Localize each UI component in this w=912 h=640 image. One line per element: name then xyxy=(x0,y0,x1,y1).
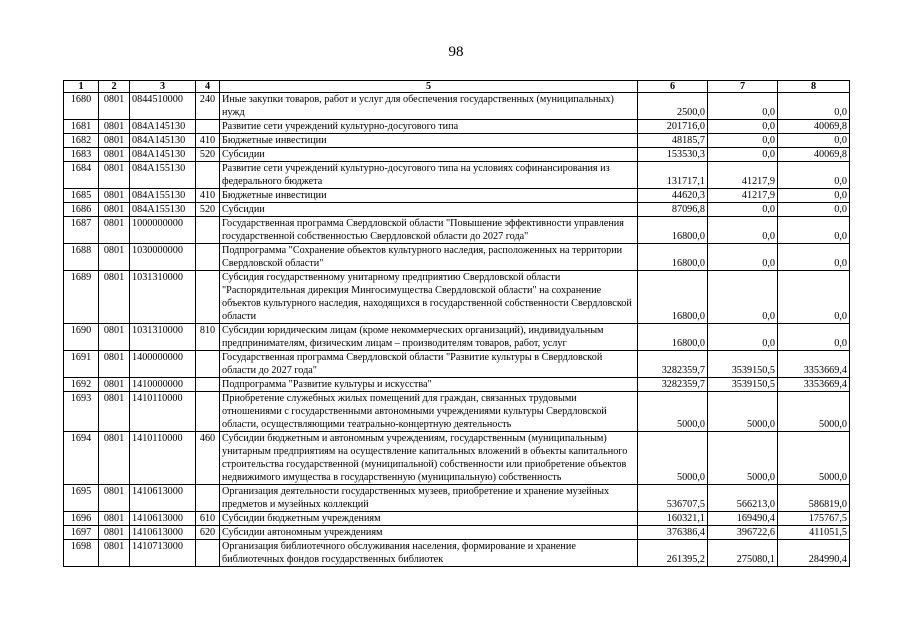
amount-2025-cell: 16800,0 xyxy=(638,217,708,244)
column-header: 3 xyxy=(130,81,196,93)
table-row xyxy=(64,540,850,567)
table-row xyxy=(64,189,850,203)
target-article-cell: 1031310000 xyxy=(130,324,196,351)
table-row xyxy=(64,217,850,244)
amount-2025-cell: 5000,0 xyxy=(638,432,708,485)
target-article-cell: 084А155130 xyxy=(130,203,196,217)
row-number-cell: 1690 xyxy=(64,324,99,351)
amount-2025-cell: 160321,1 xyxy=(638,512,708,526)
row-number-cell: 1689 xyxy=(64,271,99,324)
section-code-cell: 0801 xyxy=(99,271,130,324)
amount-2027-cell: 3353669,4 xyxy=(778,351,850,378)
table-header-row xyxy=(64,81,850,93)
expense-type-cell: 410 xyxy=(196,189,220,203)
amount-2027-cell: 0,0 xyxy=(778,203,850,217)
item-name-cell: Подпрограмма "Сохранение объектов культурного наследия, расположенных на территории Свердловской области" xyxy=(220,244,638,271)
item-name-cell: Бюджетные инвестиции xyxy=(220,189,638,203)
row-number-cell: 1685 xyxy=(64,189,99,203)
column-header: 7 xyxy=(708,81,778,93)
amount-2027-cell: 5000,0 xyxy=(778,392,850,432)
section-code-cell: 0801 xyxy=(99,203,130,217)
section-code-cell: 0801 xyxy=(99,217,130,244)
amount-2026-cell: 275080,1 xyxy=(708,540,778,567)
table-body xyxy=(64,93,850,567)
amount-2026-cell: 566213,0 xyxy=(708,485,778,512)
amount-2026-cell: 0,0 xyxy=(708,324,778,351)
expense-type-cell xyxy=(196,351,220,378)
expense-type-cell: 620 xyxy=(196,526,220,540)
amount-2027-cell: 0,0 xyxy=(778,324,850,351)
column-header: 5 xyxy=(220,81,638,93)
amount-2026-cell: 5000,0 xyxy=(708,392,778,432)
amount-2027-cell: 0,0 xyxy=(778,162,850,189)
section-code-cell: 0801 xyxy=(99,512,130,526)
amount-2027-cell: 0,0 xyxy=(778,217,850,244)
amount-2027-cell: 175767,5 xyxy=(778,512,850,526)
table-row xyxy=(64,392,850,432)
section-code-cell: 0801 xyxy=(99,324,130,351)
item-name-cell: Субсидии юридическим лицам (кроме некоммерческих организаций), индивидуальным предпринимателям, физическим лицам – производителям товаров, работ, услуг xyxy=(220,324,638,351)
amount-2027-cell: 40069,8 xyxy=(778,120,850,134)
expense-type-cell xyxy=(196,271,220,324)
amount-2026-cell: 5000,0 xyxy=(708,432,778,485)
amount-2025-cell: 131717,1 xyxy=(638,162,708,189)
amount-2025-cell: 48185,7 xyxy=(638,134,708,148)
target-article-cell: 1410110000 xyxy=(130,392,196,432)
row-number-cell: 1681 xyxy=(64,120,99,134)
expense-type-cell: 410 xyxy=(196,134,220,148)
target-article-cell: 1410713000 xyxy=(130,540,196,567)
row-number-cell: 1686 xyxy=(64,203,99,217)
amount-2025-cell: 5000,0 xyxy=(638,392,708,432)
amount-2026-cell: 0,0 xyxy=(708,134,778,148)
section-code-cell: 0801 xyxy=(99,540,130,567)
amount-2025-cell: 261395,2 xyxy=(638,540,708,567)
item-name-cell: Организация деятельности государственных музеев, приобретение и хранение музейных предметов и музейных коллекций xyxy=(220,485,638,512)
amount-2026-cell: 41217,9 xyxy=(708,189,778,203)
section-code-cell: 0801 xyxy=(99,244,130,271)
table-row xyxy=(64,93,850,120)
page-number: 98 xyxy=(448,44,464,60)
amount-2026-cell: 396722,6 xyxy=(708,526,778,540)
section-code-cell: 0801 xyxy=(99,378,130,392)
expense-type-cell: 520 xyxy=(196,203,220,217)
row-number-cell: 1683 xyxy=(64,148,99,162)
expense-type-cell xyxy=(196,120,220,134)
amount-2026-cell: 0,0 xyxy=(708,203,778,217)
expense-type-cell xyxy=(196,485,220,512)
row-number-cell: 1698 xyxy=(64,540,99,567)
table-row xyxy=(64,485,850,512)
item-name-cell: Государственная программа Свердловской области "Повышение эффективности управления государственной собственностью Свердловской области до 2027 года" xyxy=(220,217,638,244)
budget-table xyxy=(63,80,850,567)
item-name-cell: Бюджетные инвестиции xyxy=(220,134,638,148)
row-number-cell: 1694 xyxy=(64,432,99,485)
row-number-cell: 1684 xyxy=(64,162,99,189)
amount-2025-cell: 44620,3 xyxy=(638,189,708,203)
target-article-cell: 084А145130 xyxy=(130,134,196,148)
target-article-cell: 1031310000 xyxy=(130,271,196,324)
item-name-cell: Субсидии автономным учреждениям xyxy=(220,526,638,540)
row-number-cell: 1691 xyxy=(64,351,99,378)
table-row xyxy=(64,134,850,148)
amount-2025-cell: 16800,0 xyxy=(638,271,708,324)
amount-2026-cell: 3539150,5 xyxy=(708,378,778,392)
target-article-cell: 1410110000 xyxy=(130,432,196,485)
amount-2027-cell: 0,0 xyxy=(778,244,850,271)
section-code-cell: 0801 xyxy=(99,526,130,540)
target-article-cell: 1400000000 xyxy=(130,351,196,378)
section-code-cell: 0801 xyxy=(99,189,130,203)
amount-2026-cell: 0,0 xyxy=(708,148,778,162)
table-row xyxy=(64,378,850,392)
column-header: 4 xyxy=(196,81,220,93)
expense-type-cell xyxy=(196,540,220,567)
column-header: 8 xyxy=(778,81,850,93)
item-name-cell: Государственная программа Свердловской области "Развитие культуры в Свердловской области до 2027 года" xyxy=(220,351,638,378)
table-row xyxy=(64,244,850,271)
expense-type-cell: 810 xyxy=(196,324,220,351)
table-row xyxy=(64,526,850,540)
column-header: 6 xyxy=(638,81,708,93)
target-article-cell: 1410613000 xyxy=(130,526,196,540)
row-number-cell: 1695 xyxy=(64,485,99,512)
amount-2027-cell: 3353669,4 xyxy=(778,378,850,392)
section-code-cell: 0801 xyxy=(99,392,130,432)
section-code-cell: 0801 xyxy=(99,351,130,378)
item-name-cell: Приобретение служебных жилых помещений для граждан, связанных трудовыми отношениями с государственными автономными учреждениями культуры Свердловской области, осуществляющими театрально-концертную деятельность xyxy=(220,392,638,432)
amount-2025-cell: 536707,5 xyxy=(638,485,708,512)
expense-type-cell xyxy=(196,244,220,271)
section-code-cell: 0801 xyxy=(99,148,130,162)
table-row xyxy=(64,148,850,162)
amount-2027-cell: 284990,4 xyxy=(778,540,850,567)
target-article-cell: 084А155130 xyxy=(130,189,196,203)
section-code-cell: 0801 xyxy=(99,162,130,189)
item-name-cell: Развитие сети учреждений культурно-досугового типа xyxy=(220,120,638,134)
amount-2027-cell: 40069,8 xyxy=(778,148,850,162)
target-article-cell: 1410000000 xyxy=(130,378,196,392)
amount-2026-cell: 41217,9 xyxy=(708,162,778,189)
expense-type-cell xyxy=(196,162,220,189)
section-code-cell: 0801 xyxy=(99,93,130,120)
amount-2025-cell: 201716,0 xyxy=(638,120,708,134)
table-row xyxy=(64,432,850,485)
amount-2025-cell: 153530,3 xyxy=(638,148,708,162)
row-number-cell: 1682 xyxy=(64,134,99,148)
target-article-cell: 0844510000 xyxy=(130,93,196,120)
section-code-cell: 0801 xyxy=(99,485,130,512)
target-article-cell: 084А155130 xyxy=(130,162,196,189)
amount-2026-cell: 0,0 xyxy=(708,271,778,324)
amount-2025-cell: 3282359,7 xyxy=(638,378,708,392)
expense-type-cell: 610 xyxy=(196,512,220,526)
table-row xyxy=(64,512,850,526)
item-name-cell: Субсидии бюджетным и автономным учреждениям, государственным (муниципальным) унитарным предприятиям на осуществление капитальных вложений в объекты капитального строительства государственной (муниципальной) собственности или приобретение объектов недвижимого имущества в государственную (муниципальную) собственность xyxy=(220,432,638,485)
column-header: 1 xyxy=(64,81,99,93)
amount-2025-cell: 87096,8 xyxy=(638,203,708,217)
expense-type-cell xyxy=(196,392,220,432)
item-name-cell: Иные закупки товаров, работ и услуг для обеспечения государственных (муниципальных) нужд xyxy=(220,93,638,120)
amount-2027-cell: 5000,0 xyxy=(778,432,850,485)
target-article-cell: 084А145130 xyxy=(130,120,196,134)
item-name-cell: Организация библиотечного обслуживания населения, формирование и хранение библиотечных фондов государственных библиотек xyxy=(220,540,638,567)
row-number-cell: 1687 xyxy=(64,217,99,244)
amount-2027-cell: 0,0 xyxy=(778,134,850,148)
amount-2025-cell: 16800,0 xyxy=(638,244,708,271)
table-row xyxy=(64,324,850,351)
row-number-cell: 1696 xyxy=(64,512,99,526)
amount-2025-cell: 3282359,7 xyxy=(638,351,708,378)
item-name-cell: Субсидии xyxy=(220,148,638,162)
expense-type-cell xyxy=(196,378,220,392)
amount-2026-cell: 169490,4 xyxy=(708,512,778,526)
target-article-cell: 1410613000 xyxy=(130,512,196,526)
row-number-cell: 1693 xyxy=(64,392,99,432)
row-number-cell: 1697 xyxy=(64,526,99,540)
table-row xyxy=(64,120,850,134)
amount-2027-cell: 411051,5 xyxy=(778,526,850,540)
amount-2026-cell: 0,0 xyxy=(708,93,778,120)
expense-type-cell: 240 xyxy=(196,93,220,120)
expense-type-cell: 460 xyxy=(196,432,220,485)
item-name-cell: Субсидии бюджетным учреждениям xyxy=(220,512,638,526)
amount-2026-cell: 0,0 xyxy=(708,217,778,244)
amount-2027-cell: 0,0 xyxy=(778,93,850,120)
section-code-cell: 0801 xyxy=(99,120,130,134)
amount-2026-cell: 0,0 xyxy=(708,244,778,271)
expense-type-cell xyxy=(196,217,220,244)
item-name-cell: Субсидии xyxy=(220,203,638,217)
amount-2025-cell: 16800,0 xyxy=(638,324,708,351)
amount-2025-cell: 376386,4 xyxy=(638,526,708,540)
row-number-cell: 1680 xyxy=(64,93,99,120)
item-name-cell: Подпрограмма "Развитие культуры и искусства" xyxy=(220,378,638,392)
row-number-cell: 1688 xyxy=(64,244,99,271)
target-article-cell: 084А145130 xyxy=(130,148,196,162)
section-code-cell: 0801 xyxy=(99,432,130,485)
expense-type-cell: 520 xyxy=(196,148,220,162)
amount-2026-cell: 0,0 xyxy=(708,120,778,134)
target-article-cell: 1410613000 xyxy=(130,485,196,512)
table-row xyxy=(64,271,850,324)
section-code-cell: 0801 xyxy=(99,134,130,148)
amount-2025-cell: 2500,0 xyxy=(638,93,708,120)
amount-2027-cell: 0,0 xyxy=(778,189,850,203)
row-number-cell: 1692 xyxy=(64,378,99,392)
item-name-cell: Субсидия государственному унитарному предприятию Свердловской области "Распорядительная дирекция Мингосимущества Свердловской области" на сохранение объектов культурного наследия, находящихся в государственной собственности Свердловской области xyxy=(220,271,638,324)
target-article-cell: 1000000000 xyxy=(130,217,196,244)
amount-2027-cell: 0,0 xyxy=(778,271,850,324)
amount-2026-cell: 3539150,5 xyxy=(708,351,778,378)
item-name-cell: Развитие сети учреждений культурно-досугового типа на условиях софинансирования из федерального бюджета xyxy=(220,162,638,189)
column-header: 2 xyxy=(99,81,130,93)
amount-2027-cell: 586819,0 xyxy=(778,485,850,512)
table-row xyxy=(64,203,850,217)
table-row xyxy=(64,162,850,189)
table-row xyxy=(64,351,850,378)
target-article-cell: 1030000000 xyxy=(130,244,196,271)
